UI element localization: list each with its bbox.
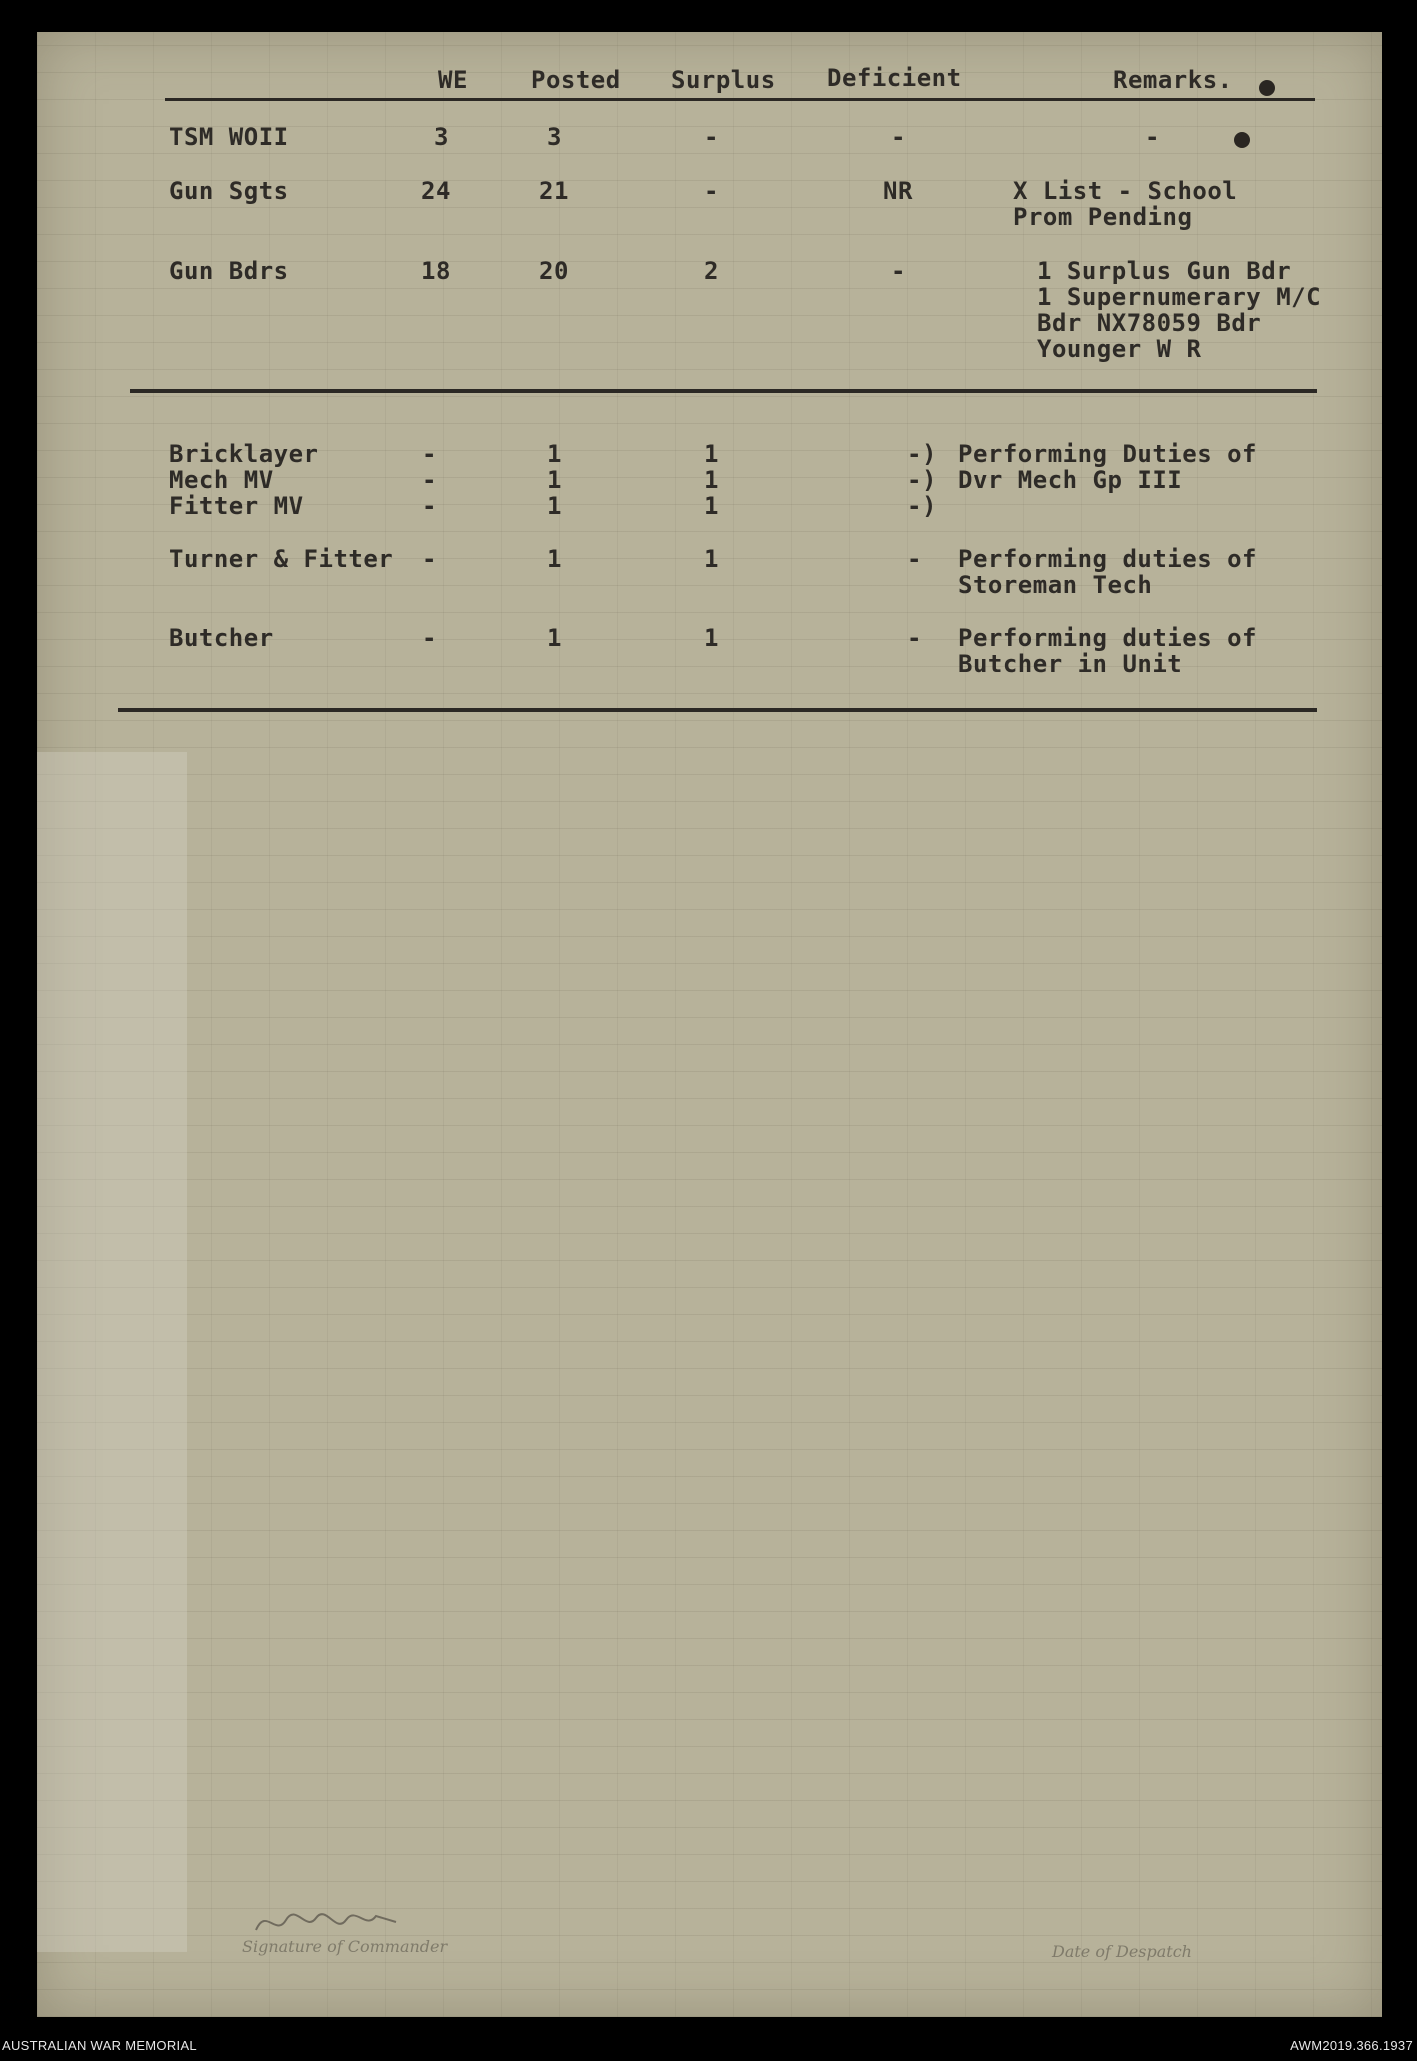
remarks-line: Performing duties of [958,624,1257,652]
posted-value: 1 [547,624,562,652]
remarks-line: Storeman Tech [958,571,1153,599]
remarks-line: 1 Supernumerary M/C [1037,283,1322,311]
remarks-line: Performing duties of [958,545,1257,573]
surplus-value: 2 [704,257,719,285]
trade-name: Mech MV [169,466,274,494]
remarks-line: 1 Surplus Gun Bdr [1037,257,1292,285]
deficient-value: NR [883,177,913,205]
we-value: - [422,545,437,573]
header-we: WE [438,66,468,94]
we-value: 24 [421,177,451,205]
trade-name: TSM WOII [169,123,289,151]
remarks-line: Younger W R [1037,335,1202,363]
header-posted: Posted [531,66,621,94]
posted-value: 3 [547,123,562,151]
we-value: 18 [421,257,451,285]
trade-name: Butcher [169,624,274,652]
surplus-value: 1 [704,545,719,573]
header-remarks: Remarks. [1113,66,1233,94]
surplus-value: - [704,177,719,205]
remarks-line: Bdr NX78059 Bdr [1037,309,1262,337]
remarks-line: Performing Duties of [958,440,1257,468]
trade-name: Turner & Fitter [169,545,394,573]
signature-caption: Signature of Commander [242,1937,448,1956]
deficient-value: - [907,545,922,573]
remarks-line: - [1145,123,1160,151]
posted-value: 1 [547,492,562,520]
surplus-value: 1 [704,440,719,468]
remarks-line: X List - School [1013,177,1238,205]
footer-left: AUSTRALIAN WAR MEMORIAL [2,2038,197,2053]
we-value: - [422,624,437,652]
posted-value: 21 [539,177,569,205]
remarks-line: Prom Pending [1013,203,1193,231]
remarks-line: Butcher in Unit [958,650,1183,678]
we-value: 3 [434,123,449,151]
punch-hole [1259,80,1275,96]
section-rule [130,389,1317,393]
we-value: - [422,440,437,468]
posted-value: 20 [539,257,569,285]
handwritten-signature [251,1902,401,1942]
we-value: - [422,466,437,494]
trade-name: Gun Bdrs [169,257,289,285]
surplus-value: - [704,123,719,151]
deficient-value: -) [907,466,937,494]
document-page [37,32,1382,2017]
surplus-value: 1 [704,624,719,652]
remarks-line: Dvr Mech Gp III [958,466,1183,494]
surplus-value: 1 [704,492,719,520]
header-rule [165,98,1315,101]
deficient-value: - [891,257,906,285]
header-deficient: Deficient [827,64,962,92]
footer-right: AWM2019.366.1937 [1290,2038,1413,2053]
section-rule [118,708,1317,712]
deficient-value: - [891,123,906,151]
trade-name: Bricklayer [169,440,319,468]
posted-value: 1 [547,440,562,468]
posted-value: 1 [547,545,562,573]
trade-name: Fitter MV [169,492,304,520]
deficient-value: -) [907,440,937,468]
trade-name: Gun Sgts [169,177,289,205]
posted-value: 1 [547,466,562,494]
deficient-value: - [907,624,922,652]
deficient-value: -) [907,492,937,520]
date-caption: Date of Despatch [1052,1942,1192,1961]
we-value: - [422,492,437,520]
surplus-value: 1 [704,466,719,494]
punch-hole [1234,132,1250,148]
header-surplus: Surplus [671,66,776,94]
